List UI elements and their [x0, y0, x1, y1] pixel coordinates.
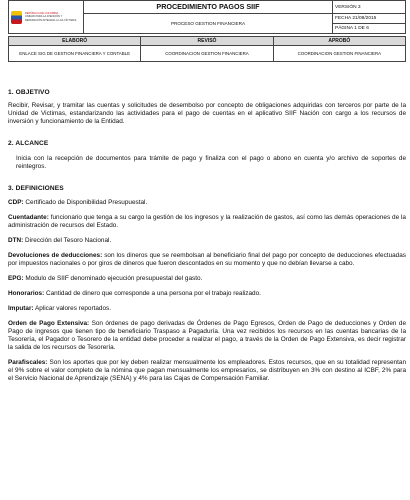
logo-cell [9, 1, 84, 34]
elaboro-header: ELABORÓ [9, 37, 141, 46]
aprobo-value: COORDINACION GESTION FINANCIERA [273, 46, 405, 62]
definition-item: DTN: Dirección del Tesoro Nacional. [8, 237, 112, 244]
logo-line3: REPARACIÓN INTEGRAL A LAS VÍCTIMAS [25, 18, 77, 22]
signature-table [8, 36, 406, 62]
entity-logo [11, 11, 81, 24]
elaboro-value: ENLACE SIG DE GESTION FINANCIERA Y CONTABLE [9, 46, 141, 62]
section-alcance-text: Inicia con la recepción de documentos para trámite de pago y finaliza con el pago o abono en cuenta y/o archivo de soportes de reintegros. [16, 155, 406, 170]
definition-item: Devoluciones de deducciones: son los dineros que se reembolsan al beneficiario final del pago por concepto de deducciones efectuadas por impuestos nacionales o por giros de dineros que fueron descontados en su momento y que no debían llevarse a cabo. [8, 252, 406, 267]
definition-item: Imputar: Aplicar valores reportados. [8, 305, 112, 312]
document-body [8, 80, 406, 383]
logo-line2: UNIDAD PARA LA ATENCIÓN Y [25, 15, 63, 19]
colombia-seal-icon [11, 11, 22, 24]
section-definiciones-title: 3. DEFINICIONES [8, 185, 64, 192]
logo-line1: REPÚBLICA DE COLOMBIA [25, 12, 59, 16]
date-label: FECHA 21/08/2015 [333, 14, 406, 24]
section-alcance-title: 2. ALCANCE [8, 140, 49, 147]
aprobo-header: APROBÓ [273, 37, 405, 46]
definition-item: Orden de Pago Extensiva: Son órdenes de pago derivadas de Órdenes de Pago Egresos, Orden de Pago de deducciones y Orden de Pago de ingresos que tienen tipo de beneficiario Traspaso a Pagaduría. Una vez recibidos los recursos en las cuentas bancarias de la Tesorería, el Pagador o Tesorero de la entidad debe proceder a realizar el pago, a través de la Orden de Pago Extensiva, es decir registrar la salida de los recursos de Tesorería. [8, 320, 407, 351]
reviso-header: REVISÓ [141, 37, 273, 46]
definition-item: Parafiscales: Son los aportes que por ley deben realizar mensualmente los empleadores. Estos recursos, que en su totalidad representan el 9% sobre el valor completo de la nómina que pagan mensualmente los empresarios, se distribuyen en 3% con destino al ICBF, 2% para el Servicio Nacional de Aprendizaje (SENA) y 4% para las Cajas de Compensación Familiar. [8, 359, 406, 382]
definition-item: EPG: Modulo de SIIF denominado ejecución presupuestal del gasto. [8, 275, 203, 282]
process-name: PROCESO GESTION FINANCIERA [84, 14, 333, 34]
section-objetivo-title: 1. OBJETIVO [8, 89, 50, 96]
document-title: PROCEDIMIENTO PAGOS SIIF [84, 1, 333, 14]
definition-item: CDP: Certificado de Disponibilidad Presupuestal. [8, 199, 148, 206]
section-objetivo-text: Recibir, Revisar, y tramitar las cuentas y solicitudes de desembolso por concepto de obligaciones adquiridas con terceros por parte de la Unidad de Victimas, estandarizando las actividades para el pago de cuentas en el aplicativo SIIF Nación con cargo a los recursos de inversión y funcionamiento de la Entidad. [8, 102, 406, 125]
version-label: VERSIÓN 3 [333, 1, 406, 14]
definition-item: Honorarios: Cantidad de dinero que corresponde a una persona por el trabajo realizado. [8, 290, 261, 297]
definition-item: Cuentadante: funcionario que tenga a su cargo la gestión de los ingresos y la realización de gastos, así como las demás operaciones de la administración de recursos del Estado. [8, 214, 406, 229]
page-number: PÁGINA 1 DE 6 [333, 24, 406, 34]
document-header [8, 0, 406, 34]
reviso-value: COORDINACION GESTION FINANCIERA [141, 46, 273, 62]
